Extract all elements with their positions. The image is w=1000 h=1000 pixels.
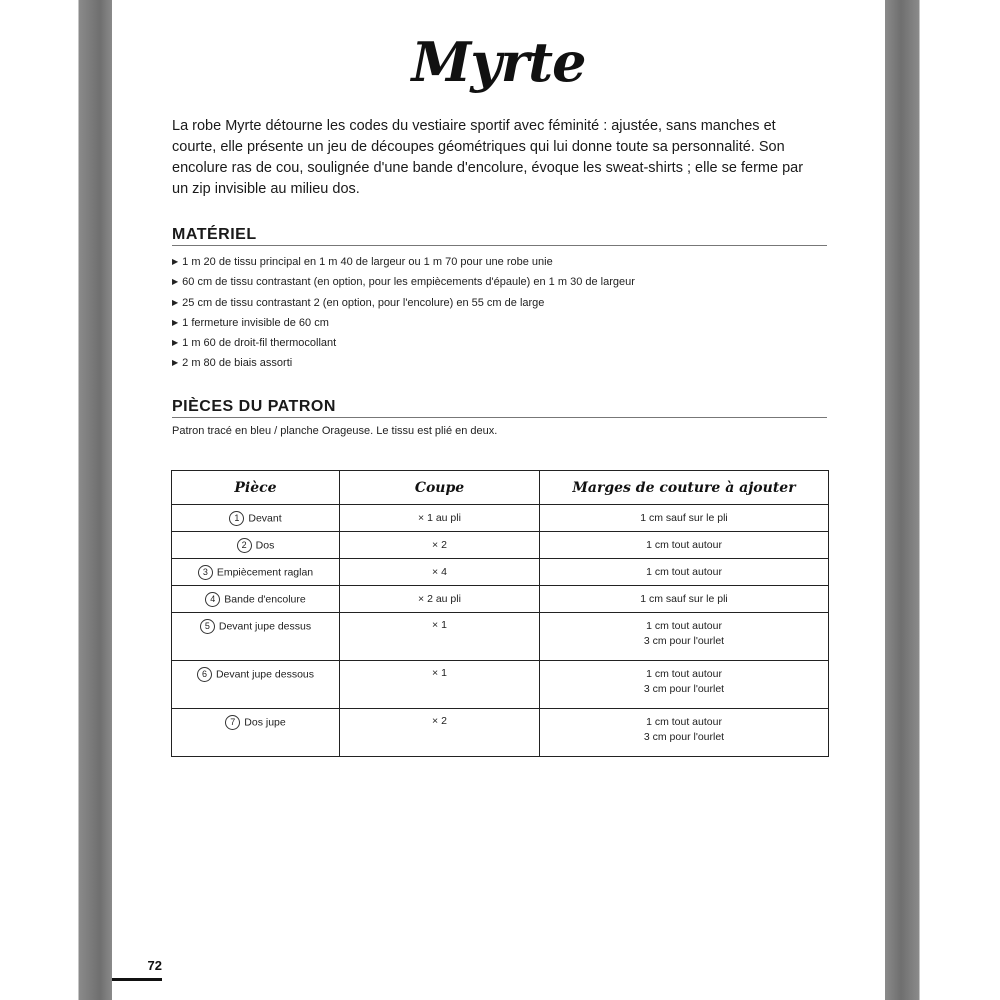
marge-cell: 1 cm tout autour 3 cm pour l'ourlet <box>540 709 829 757</box>
intro-paragraph: La robe Myrte détourne les codes du vestiaire sportif avec féminité : ajustée, sans manches et courte, elle présente un jeu de découpes géométriques qui lui donne toute sa personnalité. Son encolure ras de cou, soulignée d'une bande d'encolure, évoque les sweat-shirts ; elle se ferme par un zip invisible au milieu dos. <box>172 118 804 197</box>
coupe-cell: × 2 <box>340 532 540 559</box>
piece-cell: 6 Devant jupe dessous <box>172 661 340 709</box>
triangle-bullet-icon: ▶ <box>172 338 179 348</box>
table-row <box>172 505 829 532</box>
piece-cell: 1 Devant <box>172 505 340 532</box>
page-title: Myrte <box>411 30 586 94</box>
table-row <box>172 532 829 559</box>
left-page-edge <box>0 0 112 1000</box>
marge-cell: 1 cm sauf sur le pli <box>540 586 829 613</box>
table-row <box>172 586 829 613</box>
piece-cell: 2 Dos <box>172 532 340 559</box>
triangle-bullet-icon: ▶ <box>172 297 179 307</box>
piece-cell: 3 Empiècement raglan <box>172 559 340 586</box>
list-item: ▶ 1 fermeture invisible de 60 cm <box>172 313 635 333</box>
coupe-cell: × 2 <box>340 709 540 757</box>
marge-cell: 1 cm tout autour 3 cm pour l'ourlet <box>540 613 829 661</box>
list-item: ▶ 2 m 80 de biais assorti <box>172 353 635 373</box>
column-header-piece: Pièce <box>172 471 340 505</box>
triangle-bullet-icon: ▶ <box>172 277 179 287</box>
materiel-heading: MATÉRIEL <box>172 226 827 246</box>
table-header-row <box>172 471 829 505</box>
book-page <box>112 0 885 1000</box>
piece-cell: 7 Dos jupe <box>172 709 340 757</box>
circled-number: 6 <box>197 667 212 682</box>
circled-number: 2 <box>237 538 252 553</box>
patron-heading: PIÈCES DU PATRON <box>172 398 827 418</box>
table-row <box>172 709 829 757</box>
piece-cell: 5 Devant jupe dessus <box>172 613 340 661</box>
right-page-edge <box>885 0 1000 1000</box>
list-item: ▶ 1 m 60 de droit-fil thermocollant <box>172 333 635 353</box>
piece-cell: 4 Bande d'encolure <box>172 586 340 613</box>
marge-cell: 1 cm sauf sur le pli <box>540 505 829 532</box>
page-number-rule <box>112 978 162 981</box>
triangle-bullet-icon: ▶ <box>172 358 179 368</box>
marge-cell: 1 cm tout autour 3 cm pour l'ourlet <box>540 661 829 709</box>
list-item: ▶ 25 cm de tissu contrastant 2 (en option, pour l'encolure) en 55 cm de large <box>172 293 635 313</box>
circled-number: 1 <box>229 511 244 526</box>
list-item: ▶ 60 cm de tissu contrastant (en option, pour les empiècements d'épaule) en 1 m 30 de largeur <box>172 272 635 292</box>
table-row <box>172 661 829 709</box>
coupe-cell: × 4 <box>340 559 540 586</box>
coupe-cell: × 1 <box>340 661 540 709</box>
circled-number: 4 <box>205 592 220 607</box>
marge-cell: 1 cm tout autour <box>540 559 829 586</box>
list-item: ▶ 1 m 20 de tissu principal en 1 m 40 de largeur ou 1 m 70 pour une robe unie <box>172 252 635 272</box>
triangle-bullet-icon: ▶ <box>172 257 179 266</box>
coupe-cell: × 1 <box>340 613 540 661</box>
circled-number: 3 <box>198 565 213 580</box>
coupe-cell: × 1 au pli <box>340 505 540 532</box>
materiel-list <box>172 252 635 374</box>
table-row <box>172 613 829 661</box>
table-row <box>172 559 829 586</box>
column-header-marges: Marges de couture à ajouter <box>540 471 829 505</box>
circled-number: 5 <box>200 619 215 634</box>
triangle-bullet-icon: ▶ <box>172 317 179 327</box>
column-header-coupe: Coupe <box>340 471 540 505</box>
pieces-table <box>171 470 829 757</box>
coupe-cell: × 2 au pli <box>340 586 540 613</box>
page-number: 72 <box>147 958 162 973</box>
patron-note: Patron tracé en bleu / planche Orageuse. Le tissu est plié en deux. <box>172 425 498 437</box>
marge-cell: 1 cm tout autour <box>540 532 829 559</box>
circled-number: 7 <box>225 715 240 730</box>
